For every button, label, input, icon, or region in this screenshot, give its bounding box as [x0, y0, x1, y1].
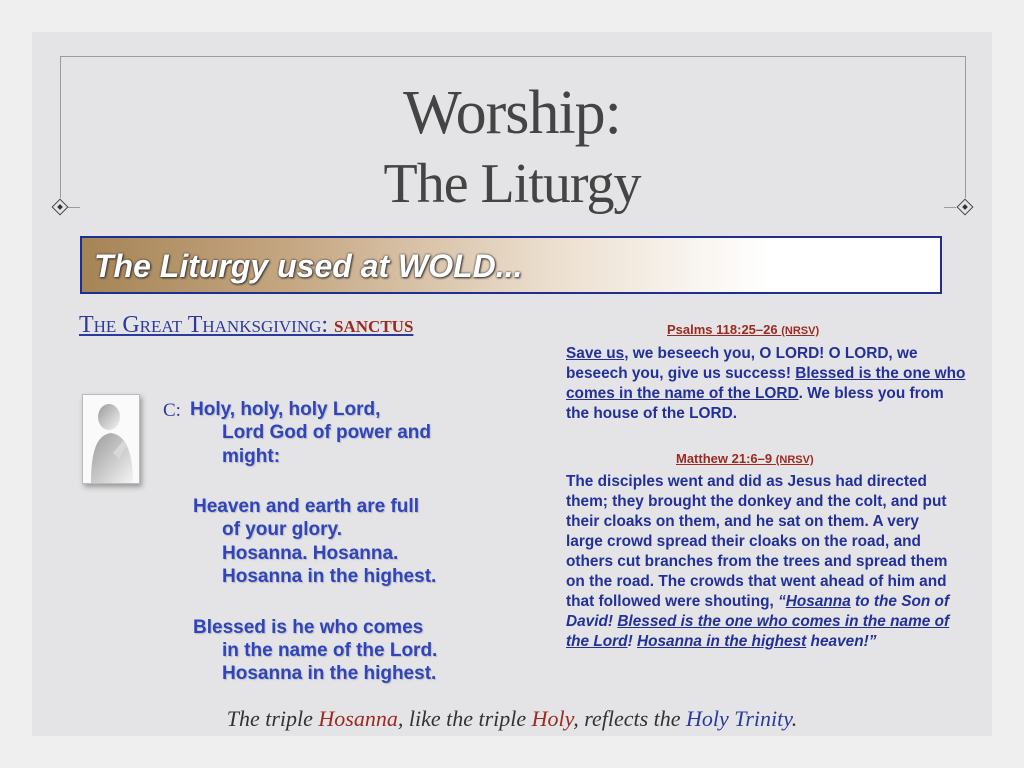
matthew-verse-segment: ! — [627, 633, 637, 650]
footer-holy-trinity: Holy Trinity — [686, 706, 792, 731]
speaker-label: C: — [163, 400, 181, 421]
praying-figure-icon — [82, 394, 140, 484]
frame-top-line — [60, 56, 966, 57]
matthew-verse-segment: Hosanna — [785, 593, 851, 610]
psalms-verse — [566, 344, 966, 424]
liturgy-line: Lord God of power and — [222, 422, 431, 443]
psalms-verse-segment: Blessed is the one who comes in the name of the LORD — [566, 365, 966, 402]
liturgy-line: Hosanna in the highest. — [222, 663, 437, 684]
section-banner — [80, 236, 942, 294]
matthew-version: (NRSV) — [775, 454, 814, 466]
section-heading-sanctus: sanctus — [334, 312, 414, 338]
footer-text: The triple — [226, 706, 319, 731]
liturgy-line: might: — [222, 446, 281, 467]
matthew-verse-segment: “ — [778, 593, 786, 610]
section-heading — [79, 312, 413, 339]
matthew-verse-segment: to the Son of David! — [566, 593, 950, 630]
banner-text: The Liturgy used at WOLD... — [94, 248, 523, 284]
psalms-verse-segment: , we beseech you, O LORD! O LORD, we beseech you, give us success! — [566, 345, 918, 382]
psalms-ref-text: Psalms 118:25–26 — [667, 322, 778, 337]
liturgy-line: in the name of the Lord. — [222, 640, 438, 661]
liturgy-line: Holy, holy, holy Lord, — [190, 399, 381, 420]
liturgy-line: Hosanna. Hosanna. — [222, 543, 399, 564]
footer-text: , reflects the — [573, 706, 687, 731]
footer-text: . — [791, 706, 798, 731]
liturgy-line: of your glory. — [222, 519, 342, 540]
matthew-verse — [566, 472, 954, 652]
matthew-verse-segment: Blessed is the one who comes in the name of the Lord — [566, 613, 950, 650]
section-heading-title: The Great Thanksgiving: — [79, 312, 329, 338]
matthew-verse-segment: Hosanna in the highest — [636, 633, 807, 650]
matthew-verse-segment: heaven!” — [806, 633, 877, 650]
footer-text: , like the triple — [397, 706, 532, 731]
matthew-verse-segment: The disciples went and did as Jesus had directed them; they brought the donkey and the colt, and put their cloaks on them, and he sat on them. A very large crowd spread their cloaks on the road, and others cut branches from the trees and spread them on the road. The crowds that went ahead of him and that followed were shouting, — [566, 473, 948, 610]
psalms-reference — [667, 322, 819, 337]
footer-holy: Holy — [531, 706, 574, 731]
liturgy-line: Hosanna in the highest. — [222, 566, 437, 587]
liturgy-line: Blessed is he who comes — [193, 617, 424, 638]
liturgy-line: Heaven and earth are full — [193, 496, 419, 517]
psalms-verse-segment: Save us — [566, 345, 625, 362]
page-title: Worship: — [403, 79, 621, 147]
footer-hosanna: Hosanna — [318, 706, 398, 731]
matthew-ref-text: Matthew 21:6–9 — [676, 451, 773, 466]
footer-caption — [0, 706, 1024, 732]
matthew-reference — [676, 451, 814, 466]
psalms-verse-segment: . We bless you from the house of the LORD. — [566, 385, 944, 422]
page-subtitle: The Liturgy — [383, 153, 641, 215]
psalms-version: (NRSV) — [781, 325, 820, 337]
